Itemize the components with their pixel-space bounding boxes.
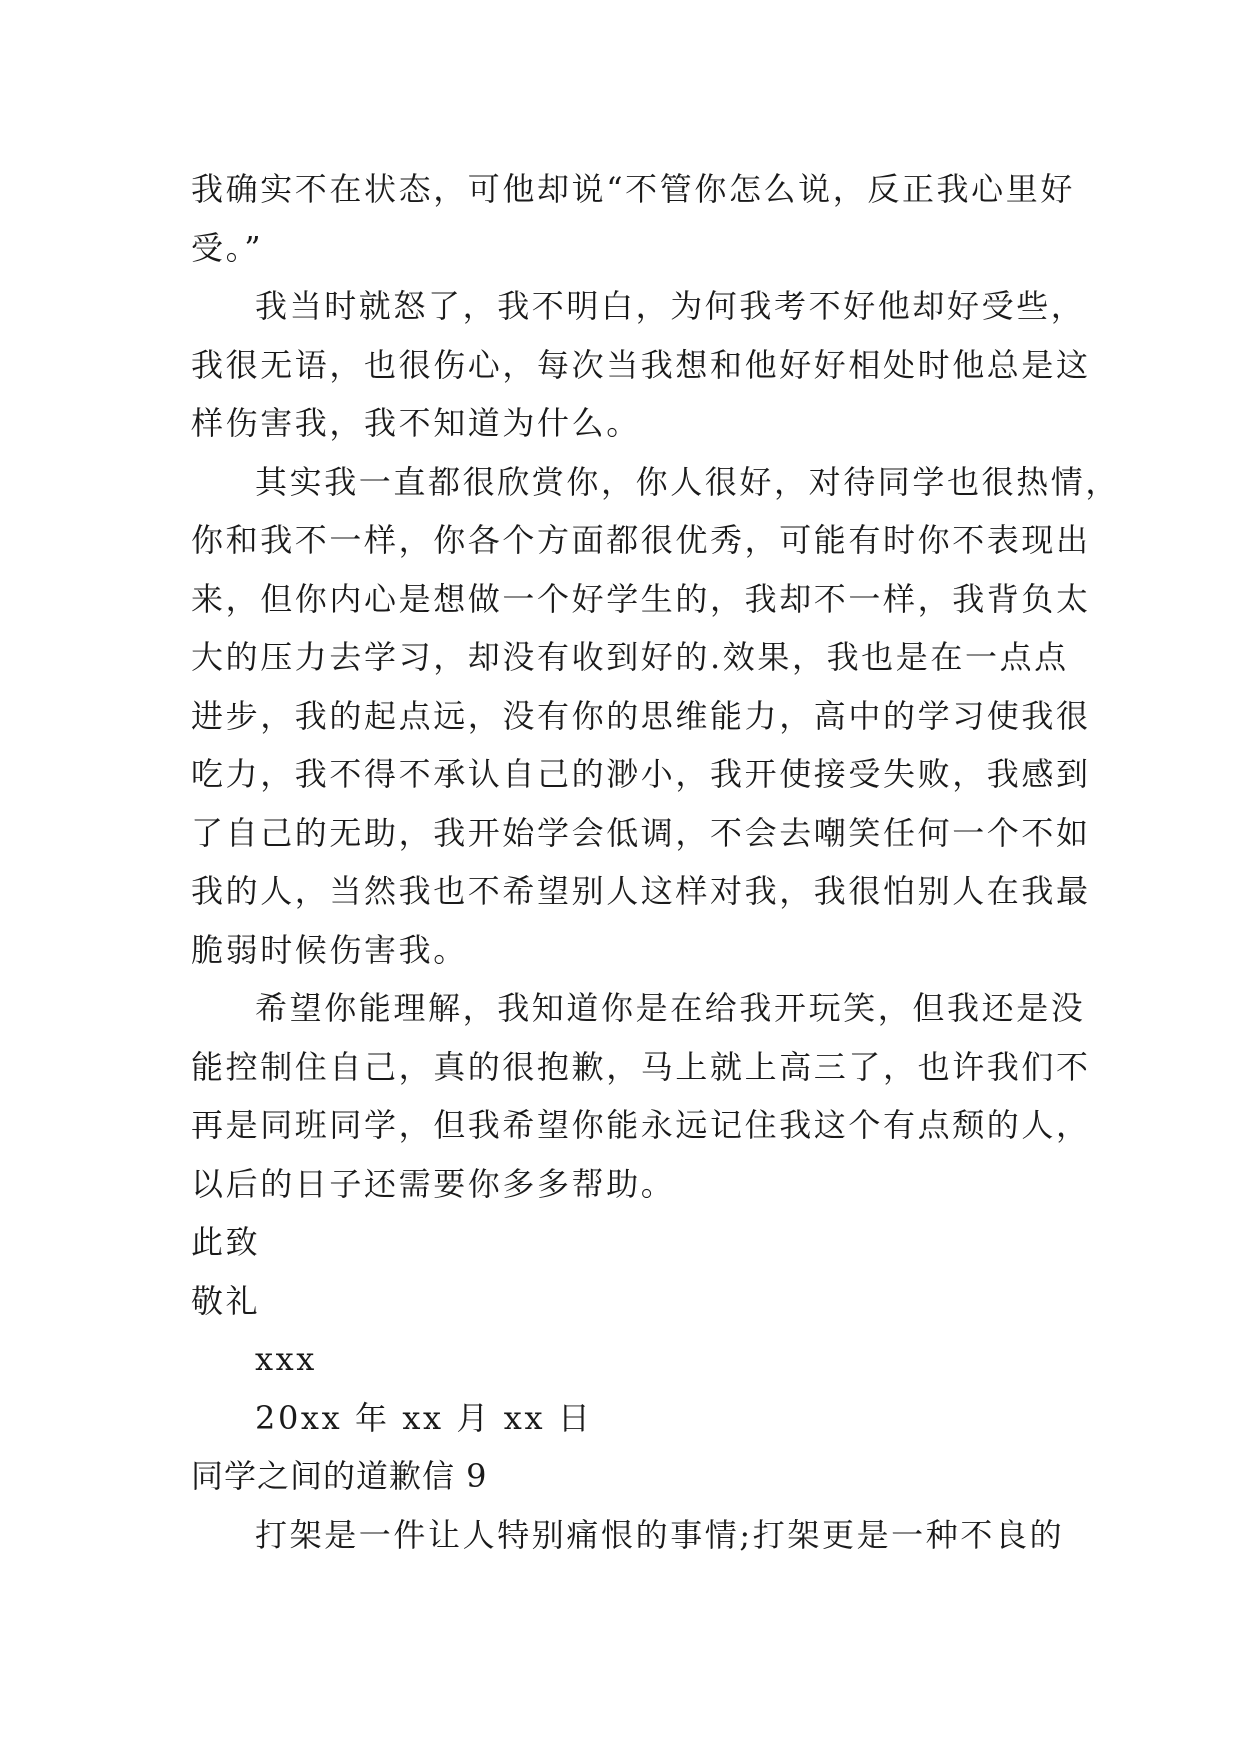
paragraph-start-line: 打架是一件让人特别痛恨的事情;打架更是一种不良的 — [255, 1515, 1065, 1554]
signature-date: 20xx 年 xx 月 xx 日 — [255, 1398, 593, 1437]
closing-salutation: 此致 — [191, 1223, 261, 1261]
text-line: 样伤害我，我不知道为什么。 — [191, 404, 641, 442]
text-line: 你和我不一样，你各个方面都很优秀，可能有时你不表现出 — [191, 521, 1091, 559]
text-line: 来，但你内心是想做一个好学生的，我却不一样，我背负太 — [191, 579, 1091, 618]
paragraph-start-line: 希望你能理解，我知道你是在给我开玩笑，但我还是没 — [255, 989, 1086, 1027]
text-line: 进步，我的起点远，没有你的思维能力，高中的学习使我很 — [191, 696, 1091, 735]
text-line: 受。” — [191, 228, 264, 267]
text-line: 我很无语，也很伤心，每次当我想和他好好相处时他总是这 — [191, 345, 1091, 384]
section-heading: 同学之间的道歉信 9 — [191, 1457, 488, 1495]
text-line: 能控制住自己，真的很抱歉，马上就上高三了，也许我们不 — [191, 1047, 1091, 1086]
text-line: 以后的日子还需要你多多帮助。 — [191, 1164, 676, 1203]
paragraph-start-line: 我当时就怒了，我不明白，为何我考不好他却好受些， — [255, 287, 1086, 325]
text-line: 大的压力去学习，却没有收到好的.效果，我也是在一点点 — [191, 638, 1069, 676]
document-body — [191, 160, 1121, 1564]
closing-regards: 敬礼 — [191, 1281, 261, 1320]
signature-name: xxx — [255, 1340, 317, 1378]
text-line: 我的人，当然我也不希望别人这样对我，我很怕别人在我最 — [191, 872, 1091, 910]
text-line: 我确实不在状态，可他却说“不管你怎么说，反正我心里好 — [191, 170, 1075, 208]
text-line: 再是同班同学，但我希望你能永远记住我这个有点颓的人， — [191, 1106, 1091, 1144]
paragraph-start-line: 其实我一直都很欣赏你，你人很好，对待同学也很热情， — [255, 462, 1121, 501]
text-line: 了自己的无助，我开始学会低调，不会去嘲笑任何一个不如 — [191, 813, 1091, 852]
text-line: 脆弱时候伤害我。 — [191, 930, 468, 969]
text-line: 吃力，我不得不承认自己的渺小，我开使接受失败，我感到 — [191, 755, 1091, 793]
